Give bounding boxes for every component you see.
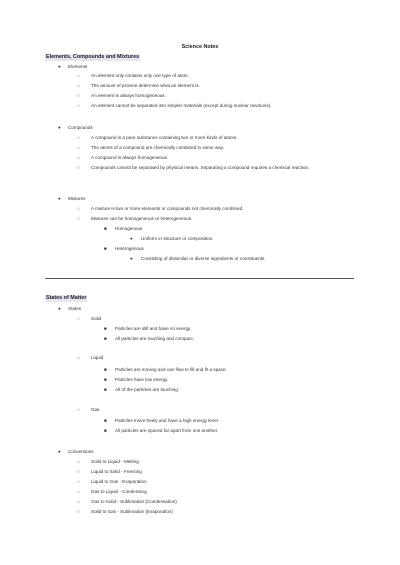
horizontal-divider [45, 278, 354, 279]
bullet-hollow: ○ [77, 216, 80, 221]
list-item: Consisting of dissimilar or diverse ingredients or constituents. [141, 256, 266, 261]
bullet-hollow: ○ [77, 155, 80, 160]
bullet-filled: ● [58, 306, 61, 311]
page-title: Science Notes [181, 44, 219, 50]
list-item-homogenous: Homogenous [115, 226, 143, 231]
bullet-hollow: ○ [77, 316, 80, 321]
list-item-compounds: Compounds [68, 125, 93, 130]
bullet-hollow: ○ [77, 509, 80, 514]
bullet-square: ■ [104, 226, 107, 231]
bullet-filled: ● [130, 236, 133, 241]
list-item: All particles are touching and compact. [115, 336, 194, 341]
bullet-hollow: ○ [77, 489, 80, 494]
list-item: Particles are still and have no energy. [115, 326, 192, 331]
bullet-filled: ● [58, 449, 61, 454]
bullet-hollow: ○ [77, 469, 80, 474]
list-item: An element only contains only one type of atom. [91, 73, 189, 78]
bullet-square: ■ [104, 326, 107, 331]
bullet-hollow: ○ [77, 83, 80, 88]
bullet-square: ■ [104, 367, 107, 372]
bullet-square: ■ [104, 387, 107, 392]
list-item: Solid to Liquid - Melting [91, 459, 139, 464]
bullet-hollow: ○ [77, 145, 80, 150]
list-item: A compound is a pure substance containing two or more kinds of atoms. [91, 135, 238, 140]
bullet-hollow: ○ [77, 407, 80, 412]
bullet-hollow: ○ [77, 459, 80, 464]
bullet-hollow: ○ [77, 206, 80, 211]
list-item: Compounds cannot be separated by physical means. Separating a compound requires a chemical reaction. [91, 165, 310, 170]
bullet-square: ■ [104, 428, 107, 433]
bullet-filled: ● [58, 125, 61, 130]
bullet-hollow: ○ [77, 479, 80, 484]
list-item: All of the particles are touching. [115, 387, 180, 392]
list-item: Liquid to Solid - Freezing [91, 469, 142, 474]
list-item-mixtures: Mixtures [68, 196, 86, 201]
bullet-hollow: ○ [77, 165, 80, 170]
bullet-hollow: ○ [77, 93, 80, 98]
list-item-solid: Solid [91, 316, 102, 321]
list-item-conversions: Conversions [68, 449, 94, 454]
list-item-liquid: Liquid [91, 355, 104, 360]
list-item-elements: Elements [68, 64, 88, 69]
bullet-square: ■ [104, 377, 107, 382]
list-item: Gas to Solid - Sublimation (Condensation) [91, 499, 177, 504]
bullet-hollow: ○ [77, 103, 80, 108]
bullet-hollow: ○ [77, 73, 80, 78]
bullet-hollow: ○ [77, 135, 80, 140]
list-item-gas: Gas [91, 407, 100, 412]
list-item: A compound is always homogeneous. [91, 155, 169, 160]
bullet-filled: ● [58, 196, 61, 201]
list-item: Particles move freely and have a high energy level. [115, 418, 219, 423]
list-item: An element is always homogeneous. [91, 93, 166, 98]
bullet-hollow: ○ [77, 355, 80, 360]
list-item: Uniform in structure or composition. [141, 236, 214, 241]
list-item: Particles have low energy. [115, 377, 169, 382]
list-item: Mixtures can be homogeneous or heterogeneous. [91, 216, 193, 221]
bullet-filled: ● [130, 256, 133, 261]
list-item: The amount of protons determine what an element is. [91, 83, 200, 88]
list-item: An element cannot be separated into simpler materials (except during nuclear reactions). [91, 103, 272, 108]
list-item-heterogenous: Heterogenous [115, 246, 144, 251]
list-item: Liquid to Gas - Evaporation [91, 479, 147, 484]
bullet-square: ■ [104, 336, 107, 341]
list-item-states: States [68, 306, 82, 311]
list-item: Solid to Gas - Sublimation (Evaporation) [91, 509, 173, 514]
bullet-hollow: ○ [77, 499, 80, 504]
section-heading-elements-compounds-mixtures: Elements, Compounds and Mixtures [46, 54, 140, 60]
list-item: The atoms of a compound are chemically combined in some way. [91, 145, 224, 150]
list-item: Gas to Liquid - Condensing [91, 489, 147, 494]
section-heading-states-of-matter: States of Matter [46, 295, 87, 301]
list-item: Particles are moving and can flow to fill and fit a space. [115, 367, 227, 372]
list-item: A mixture is two or more elements or compounds not chemically combined. [91, 206, 244, 211]
bullet-square: ■ [104, 246, 107, 251]
list-item: All particles are spaced far apart from one another. [115, 428, 219, 433]
bullet-square: ■ [104, 418, 107, 423]
bullet-filled: ● [58, 64, 61, 69]
